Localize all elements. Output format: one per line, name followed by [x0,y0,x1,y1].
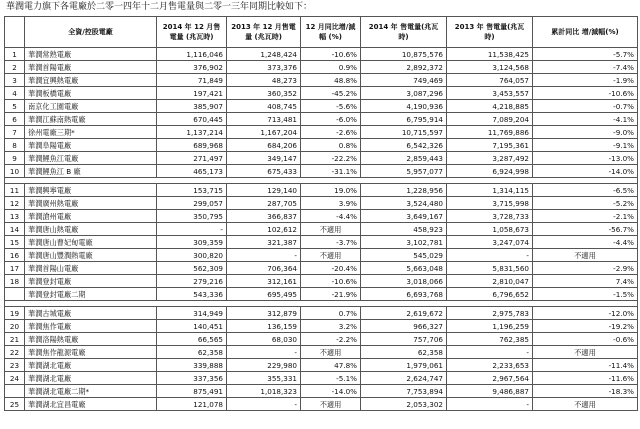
sales-2013-cell: 1,058,673 [447,223,533,236]
sales-2013-cell: 1,196,259 [447,320,533,333]
dec-yoy-change-cell: -2.2% [301,333,361,346]
sales-2013-cell: 11,538,425 [447,48,533,61]
row-index-cell: 16 [5,249,25,262]
dec-2014-sales-cell: 385,907 [157,100,227,113]
cumulative-change-cell: -11.4% [533,359,638,372]
sales-2013-cell: 3,728,733 [447,210,533,223]
sales-2013-cell: 6,924,998 [447,165,533,178]
plant-name-cell: 華潤滄州電廠 [25,210,157,223]
sales-2014-cell: 3,102,781 [361,236,447,249]
dec-2013-sales-cell: 102,612 [227,223,301,236]
plant-name-cell: 華潤首陽山電廠 [25,262,157,275]
table-row [5,113,638,126]
plant-name-cell: 華潤唐山曹妃甸電廠 [25,236,157,249]
plant-name-cell: 華潤鯉魚江 B 廠 [25,165,157,178]
header-dec-2014-sales: 2014 年 12 月售電量 (兆瓦時) [157,17,227,48]
dec-2014-sales-cell: 376,902 [157,61,227,74]
dec-2013-sales-cell: 321,387 [227,236,301,249]
sales-2014-cell: 3,649,167 [361,210,447,223]
row-index-cell: 17 [5,262,25,275]
sales-2013-cell: 7,089,204 [447,113,533,126]
sales-2014-cell: 2,892,372 [361,61,447,74]
sales-2013-cell: 3,247,074 [447,236,533,249]
table-row [5,288,638,301]
dec-2013-sales-cell: 1,018,323 [227,385,301,398]
row-index-cell: 5 [5,100,25,113]
sales-2013-cell: 2,975,783 [447,307,533,320]
row-index-cell [5,288,25,301]
dec-2013-sales-cell: 360,352 [227,87,301,100]
plant-name-cell: 華潤湖北電廠 [25,372,157,385]
header-dec-yoy-change: 12 月同比增/減幅 (%) [301,17,361,48]
dec-yoy-change-cell: -21.9% [301,288,361,301]
dec-yoy-change-cell: -5.6% [301,100,361,113]
dec-2013-sales-cell: 366,837 [227,210,301,223]
sales-2014-cell: 749,469 [361,74,447,87]
sales-2014-cell: 2,053,302 [361,398,447,411]
dec-2014-sales-cell: 1,116,046 [157,48,227,61]
dec-2013-sales-cell: 129,140 [227,184,301,197]
dec-2014-sales-cell: 562,309 [157,262,227,275]
row-index-cell: 2 [5,61,25,74]
cumulative-change-cell: -56.7% [533,223,638,236]
dec-2013-sales-cell: - [227,346,301,359]
dec-2014-sales-cell: 62,358 [157,346,227,359]
table-row [5,346,638,359]
table-row [5,74,638,87]
plant-name-cell: 華潤焦作龍源電廠 [25,346,157,359]
cumulative-change-cell: 不適用 [533,346,638,359]
dec-2013-sales-cell: 287,705 [227,197,301,210]
dec-2013-sales-cell: 408,745 [227,100,301,113]
table-row [5,139,638,152]
plant-name-cell: 華潤湖北電廠二期* [25,385,157,398]
row-index-cell: 22 [5,346,25,359]
dec-yoy-change-cell: 0.8% [301,139,361,152]
dec-2013-sales-cell: 312,161 [227,275,301,288]
dec-2014-sales-cell: 71,849 [157,74,227,87]
plant-name-cell: 華潤江蘇南熱電廠 [25,113,157,126]
plant-name-cell: 華潤古城電廠 [25,307,157,320]
dec-2013-sales-cell: 695,495 [227,288,301,301]
sales-2013-cell: 1,314,115 [447,184,533,197]
cumulative-change-cell: -12.0% [533,307,638,320]
header-index [5,17,25,48]
dec-2013-sales-cell: - [227,249,301,262]
sales-2014-cell: 458,923 [361,223,447,236]
table-row [5,210,638,223]
cumulative-change-cell: -18.3% [533,385,638,398]
table-row [5,100,638,113]
plant-name-cell: 華潤阜陽電廠 [25,139,157,152]
dec-2014-sales-cell: 121,078 [157,398,227,411]
sales-2013-cell: 2,967,564 [447,372,533,385]
sales-2014-cell: 2,624,747 [361,372,447,385]
dec-2013-sales-cell: 355,331 [227,372,301,385]
sales-2014-cell: 10,715,597 [361,126,447,139]
dec-2013-sales-cell: 373,376 [227,61,301,74]
sales-2013-cell: 7,195,361 [447,139,533,152]
plant-name-cell: 華潤湖北電廠 [25,359,157,372]
header-2014-sales: 2014 年 售電量(兆瓦時) [361,17,447,48]
plant-name-cell: 華潤焦作電廠 [25,320,157,333]
cumulative-change-cell: -6.5% [533,184,638,197]
dec-2014-sales-cell: 670,445 [157,113,227,126]
cumulative-change-cell: -5.2% [533,197,638,210]
plant-name-cell: 華潤宜興熱電廠 [25,74,157,87]
sales-2013-cell: 4,218,885 [447,100,533,113]
sales-2014-cell: 5,663,048 [361,262,447,275]
table-row [5,223,638,236]
sales-2013-cell: 5,831,560 [447,262,533,275]
dec-yoy-change-cell: 48.8% [301,74,361,87]
dec-2013-sales-cell: 684,206 [227,139,301,152]
dec-yoy-change-cell: -10.6% [301,275,361,288]
cumulative-change-cell: 不適用 [533,398,638,411]
dec-yoy-change-cell: -6.0% [301,113,361,126]
sales-2014-cell: 3,524,480 [361,197,447,210]
sales-2014-cell: 5,957,077 [361,165,447,178]
dec-yoy-change-cell: 0.9% [301,61,361,74]
dec-yoy-change-cell: -3.7% [301,236,361,249]
dec-yoy-change-cell: 不適用 [301,346,361,359]
table-body [5,48,638,411]
sales-2013-cell: 764,057 [447,74,533,87]
row-index-cell: 19 [5,307,25,320]
cumulative-change-cell: -7.4% [533,61,638,74]
dec-yoy-change-cell: -14.0% [301,385,361,398]
plant-name-cell: 華潤登封電廠 [25,275,157,288]
sales-2014-cell: 4,190,936 [361,100,447,113]
table-row [5,385,638,398]
plant-name-cell: 華潤鯉魚江電廠 [25,152,157,165]
cumulative-change-cell: -19.2% [533,320,638,333]
sales-2014-cell: 3,018,066 [361,275,447,288]
sales-2014-cell: 1,228,956 [361,184,447,197]
plant-name-cell: 華潤板橋電廠 [25,87,157,100]
dec-yoy-change-cell: -20.4% [301,262,361,275]
sales-2013-cell: 3,453,557 [447,87,533,100]
sales-2014-cell: 1,979,061 [361,359,447,372]
row-index-cell: 7 [5,126,25,139]
dec-2013-sales-cell: 229,980 [227,359,301,372]
sales-2014-cell: 2,619,672 [361,307,447,320]
sales-2014-cell: 7,753,894 [361,385,447,398]
table-row [5,184,638,197]
dec-yoy-change-cell: 3.2% [301,320,361,333]
row-index-cell: 18 [5,275,25,288]
sales-2013-cell: 11,769,886 [447,126,533,139]
dec-2013-sales-cell: 1,167,204 [227,126,301,139]
cumulative-change-cell: -14.0% [533,165,638,178]
cumulative-change-cell: -1.9% [533,74,638,87]
cumulative-change-cell: 不適用 [533,249,638,262]
dec-2014-sales-cell: 350,795 [157,210,227,223]
dec-2013-sales-cell: 713,481 [227,113,301,126]
table-row [5,236,638,249]
dec-2014-sales-cell: 1,137,214 [157,126,227,139]
header-2013-sales: 2013 年 售電量(兆瓦時) [447,17,533,48]
sales-2014-cell: 545,029 [361,249,447,262]
row-index-cell [5,385,25,398]
dec-2014-sales-cell: 543,336 [157,288,227,301]
page-title: 華潤電力旗下各電廠於二零一四年十二月售電量與二零一三年同期比較如下： [6,2,313,12]
sales-2013-cell: - [447,249,533,262]
dec-2013-sales-cell: 312,879 [227,307,301,320]
cumulative-change-cell: -4.4% [533,236,638,249]
sales-2014-cell: 10,875,576 [361,48,447,61]
sales-2014-cell: 6,693,768 [361,288,447,301]
row-index-cell: 14 [5,223,25,236]
dec-yoy-change-cell: -31.1% [301,165,361,178]
header-cumulative-change: 累計同比 增/減幅(%) [533,17,638,48]
dec-2013-sales-cell: 1,248,424 [227,48,301,61]
row-index-cell: 20 [5,320,25,333]
dec-2014-sales-cell: 300,820 [157,249,227,262]
table-row [5,197,638,210]
cumulative-change-cell: 7.4% [533,275,638,288]
row-index-cell: 23 [5,359,25,372]
cumulative-change-cell: -9.1% [533,139,638,152]
table-row [5,372,638,385]
row-index-cell: 15 [5,236,25,249]
dec-2014-sales-cell: 197,421 [157,87,227,100]
plant-name-cell: 華潤廣州熱電廠 [25,197,157,210]
sales-2014-cell: 3,087,296 [361,87,447,100]
row-index-cell: 10 [5,165,25,178]
sales-2013-cell: 9,486,887 [447,385,533,398]
header-row [5,17,638,48]
sales-2014-cell: 757,706 [361,333,447,346]
dec-2014-sales-cell: 337,356 [157,372,227,385]
sales-2014-cell: 62,358 [361,346,447,359]
plant-name-cell: 華潤常熟電廠 [25,48,157,61]
table-row [5,275,638,288]
plant-name-cell: 華潤登封電廠二期 [25,288,157,301]
sales-2013-cell: - [447,346,533,359]
row-index-cell: 1 [5,48,25,61]
dec-2014-sales-cell: - [157,223,227,236]
row-index-cell: 13 [5,210,25,223]
dec-2014-sales-cell: 271,497 [157,152,227,165]
dec-yoy-change-cell: 19.0% [301,184,361,197]
table-row [5,152,638,165]
sales-2013-cell: 3,287,492 [447,152,533,165]
dec-2013-sales-cell: 68,030 [227,333,301,346]
cumulative-change-cell: -9.0% [533,126,638,139]
row-index-cell: 24 [5,372,25,385]
table-row [5,87,638,100]
sales-2013-cell: 2,810,047 [447,275,533,288]
table-row [5,61,638,74]
cumulative-change-cell: -1.5% [533,288,638,301]
cumulative-change-cell: -0.7% [533,100,638,113]
row-index-cell: 9 [5,152,25,165]
sales-2013-cell: 2,233,653 [447,359,533,372]
dec-yoy-change-cell: -10.6% [301,48,361,61]
header-dec-2013-sales: 2013 年 12 月售電量 (兆瓦時) [227,17,301,48]
sales-2013-cell: 3,715,998 [447,197,533,210]
dec-2013-sales-cell: - [227,398,301,411]
sales-2013-cell: 3,124,568 [447,61,533,74]
table-row [5,249,638,262]
dec-2013-sales-cell: 136,159 [227,320,301,333]
plant-name-cell: 華潤首陽電廠 [25,61,157,74]
sales-2014-cell: 6,542,326 [361,139,447,152]
dec-yoy-change-cell: 3.9% [301,197,361,210]
row-index-cell: 21 [5,333,25,346]
dec-2013-sales-cell: 349,147 [227,152,301,165]
cumulative-change-cell: -0.6% [533,333,638,346]
cumulative-change-cell: -2.9% [533,262,638,275]
header-plant-name: 全資/控股電廠 [25,17,157,48]
table-row [5,307,638,320]
dec-yoy-change-cell: 0.7% [301,307,361,320]
table-row [5,48,638,61]
dec-2014-sales-cell: 299,057 [157,197,227,210]
cumulative-change-cell: -2.1% [533,210,638,223]
row-index-cell: 12 [5,197,25,210]
dec-yoy-change-cell: -5.1% [301,372,361,385]
sales-2014-cell: 2,859,443 [361,152,447,165]
dec-2013-sales-cell: 675,433 [227,165,301,178]
row-index-cell: 3 [5,74,25,87]
plant-name-cell: 南京化工園電廠 [25,100,157,113]
plant-name-cell: 華潤唐山豐潤熱電廠 [25,249,157,262]
table-row [5,262,638,275]
dec-yoy-change-cell: 不適用 [301,398,361,411]
electricity-sales-table [4,16,638,411]
plant-name-cell: 華潤興寧電廠 [25,184,157,197]
table-row [5,333,638,346]
dec-yoy-change-cell: 不適用 [301,223,361,236]
dec-2014-sales-cell: 309,359 [157,236,227,249]
sales-2013-cell: 762,385 [447,333,533,346]
table-row [5,165,638,178]
dec-yoy-change-cell: -2.6% [301,126,361,139]
row-index-cell: 6 [5,113,25,126]
sales-2014-cell: 966,327 [361,320,447,333]
cumulative-change-cell: -11.6% [533,372,638,385]
table-row [5,359,638,372]
dec-2014-sales-cell: 875,491 [157,385,227,398]
dec-2013-sales-cell: 48,273 [227,74,301,87]
cumulative-change-cell: -5.7% [533,48,638,61]
dec-yoy-change-cell: 不適用 [301,249,361,262]
dec-2014-sales-cell: 465,173 [157,165,227,178]
dec-yoy-change-cell: -4.4% [301,210,361,223]
dec-2014-sales-cell: 279,216 [157,275,227,288]
row-index-cell: 4 [5,87,25,100]
sales-2014-cell: 6,795,914 [361,113,447,126]
dec-yoy-change-cell: -45.2% [301,87,361,100]
row-index-cell: 25 [5,398,25,411]
plant-name-cell: 徐州電廠三期* [25,126,157,139]
dec-yoy-change-cell: -22.2% [301,152,361,165]
cumulative-change-cell: -10.6% [533,87,638,100]
row-index-cell: 8 [5,139,25,152]
table-row [5,320,638,333]
sales-2013-cell: 6,796,652 [447,288,533,301]
plant-name-cell: 華潤湖北宜昌電廠 [25,398,157,411]
dec-2014-sales-cell: 140,451 [157,320,227,333]
cumulative-change-cell: -13.0% [533,152,638,165]
dec-2013-sales-cell: 706,364 [227,262,301,275]
plant-name-cell: 華潤唐山熱電廠 [25,223,157,236]
plant-name-cell: 華潤洛陽熱電廠 [25,333,157,346]
sales-2013-cell: - [447,398,533,411]
dec-yoy-change-cell: 47.8% [301,359,361,372]
row-index-cell: 11 [5,184,25,197]
dec-2014-sales-cell: 314,949 [157,307,227,320]
cumulative-change-cell: -4.1% [533,113,638,126]
dec-2014-sales-cell: 689,968 [157,139,227,152]
table-row [5,398,638,411]
dec-2014-sales-cell: 66,565 [157,333,227,346]
table-row [5,126,638,139]
dec-2014-sales-cell: 339,888 [157,359,227,372]
dec-2014-sales-cell: 153,715 [157,184,227,197]
